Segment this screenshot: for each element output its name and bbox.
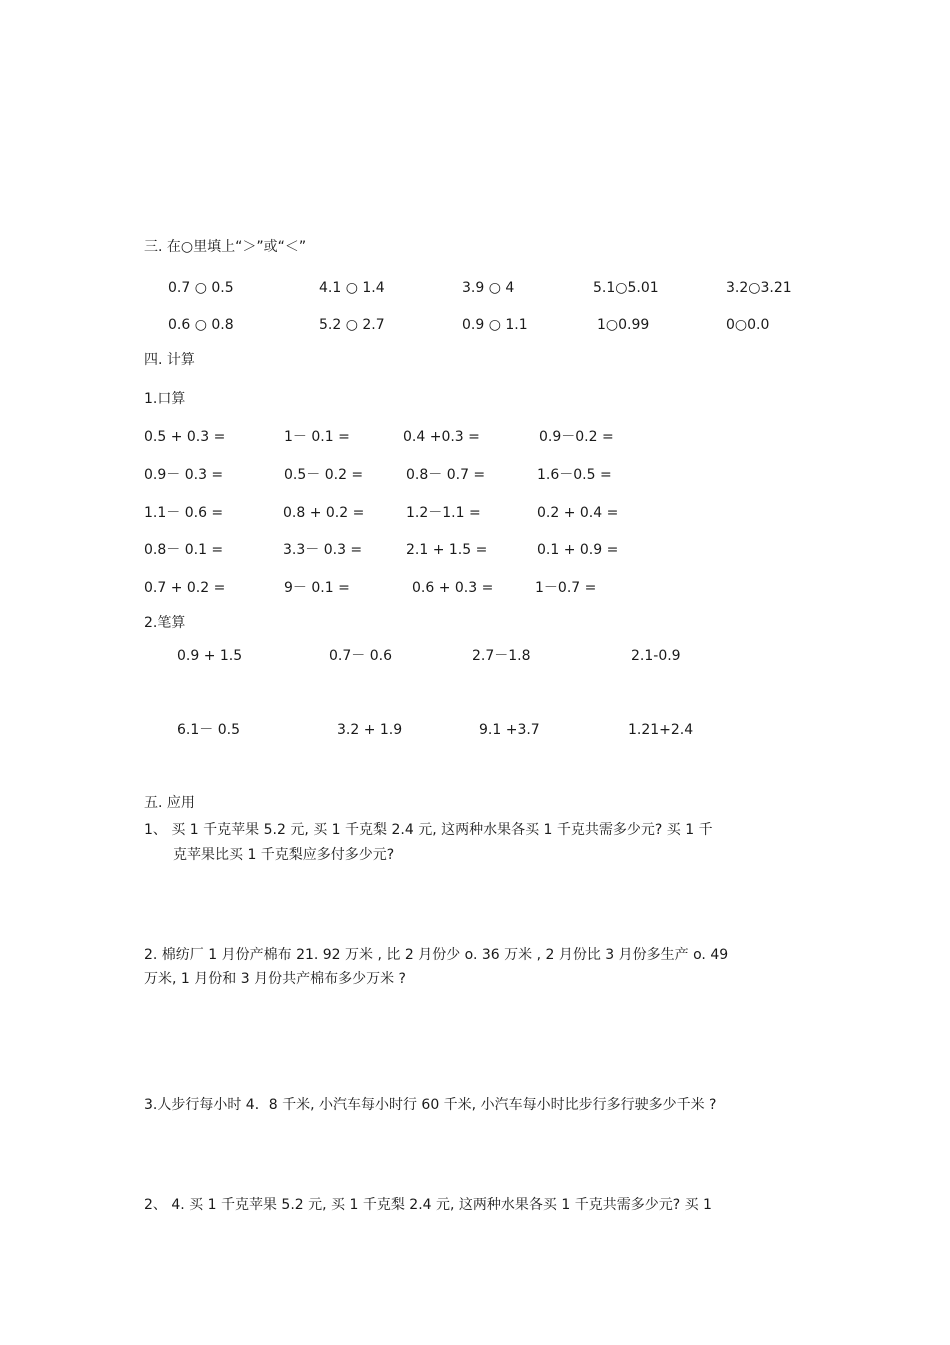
- written-calc-item: 0.7－ 0.6: [329, 648, 392, 664]
- oral-calc-item: 1.1－ 0.6 =: [144, 505, 224, 521]
- compare-item: 3.9 ○ 4: [462, 280, 515, 296]
- compare-item: 4.1 ○ 1.4: [319, 280, 385, 296]
- compare-item: 0○0.0: [726, 317, 770, 333]
- oral-calc-item: 0.6 + 0.3 =: [412, 580, 494, 596]
- compare-item: 3.2○3.21: [726, 280, 792, 296]
- word-problem-line: 1、 买 1 千克苹果 5.2 元, 买 1 千克梨 2.4 元, 这两种水果各买 1 千克共需多少元? 买 1 千: [144, 822, 713, 838]
- oral-calc-item: 1－0.7 =: [535, 580, 597, 596]
- section-5-heading: 五. 应用: [144, 795, 195, 811]
- oral-calc-item: 0.5 + 0.3 =: [144, 429, 226, 445]
- compare-item: 5.1○5.01: [593, 280, 659, 296]
- written-calc-item: 1.21+2.4: [628, 722, 694, 738]
- compare-item: 0.7 ○ 0.5: [168, 280, 234, 296]
- oral-calc-item: 1－ 0.1 =: [284, 429, 350, 445]
- written-calc-item: 0.9 + 1.5: [177, 648, 243, 664]
- oral-calc-item: 1.2－1.1 =: [406, 505, 481, 521]
- written-calc-title: 2.笔算: [144, 615, 186, 631]
- compare-item: 0.6 ○ 0.8: [168, 317, 234, 333]
- compare-item: 5.2 ○ 2.7: [319, 317, 385, 333]
- oral-calc-item: 0.8－ 0.7 =: [406, 467, 486, 483]
- word-problem-line: 2. 棉纺厂 1 月份产棉布 21. 92 万米 , 比 2 月份少 o. 36 万米 , 2 月份比 3 月份多生产 o. 49: [144, 947, 729, 963]
- oral-calc-item: 0.1 + 0.9 =: [537, 542, 619, 558]
- word-problem-line: 克苹果比买 1 千克梨应多付多少元?: [173, 847, 395, 863]
- written-calc-item: 2.1-0.9: [631, 648, 681, 664]
- oral-calc-item: 0.2 + 0.4 =: [537, 505, 619, 521]
- oral-calc-item: 0.9－0.2 =: [539, 429, 614, 445]
- section-4-heading: 四. 计算: [144, 352, 195, 368]
- compare-item: 1○0.99: [597, 317, 650, 333]
- written-calc-item: 6.1－ 0.5: [177, 722, 240, 738]
- oral-calc-item: 3.3－ 0.3 =: [283, 542, 363, 558]
- oral-calc-item: 0.8 + 0.2 =: [283, 505, 365, 521]
- word-problem-line: 3.人步行每小时 4．8 千米, 小汽车每小时行 60 千米, 小汽车每小时比步行多行驶多少千米 ?: [144, 1097, 717, 1113]
- oral-calc-item: 2.1 + 1.5 =: [406, 542, 488, 558]
- oral-calc-item: 0.8－ 0.1 =: [144, 542, 224, 558]
- oral-calc-item: 0.5－ 0.2 =: [284, 467, 364, 483]
- oral-calc-item: 9－ 0.1 =: [284, 580, 350, 596]
- word-problem-line: 2、 4. 买 1 千克苹果 5.2 元, 买 1 千克梨 2.4 元, 这两种水果各买 1 千克共需多少元? 买 1: [144, 1197, 712, 1213]
- written-calc-item: 9.1 +3.7: [479, 722, 540, 738]
- written-calc-item: 3.2 + 1.9: [337, 722, 403, 738]
- compare-item: 0.9 ○ 1.1: [462, 317, 528, 333]
- word-problem-line: 万米, 1 月份和 3 月份共产棉布多少万米 ?: [144, 971, 406, 987]
- oral-calc-item: 1.6－0.5 =: [537, 467, 612, 483]
- section-3-heading: 三. 在○里填上“＞”或“＜”: [144, 239, 307, 255]
- oral-calc-title: 1.口算: [144, 391, 186, 407]
- oral-calc-item: 0.9－ 0.3 =: [144, 467, 224, 483]
- written-calc-item: 2.7－1.8: [472, 648, 531, 664]
- oral-calc-item: 0.7 + 0.2 =: [144, 580, 226, 596]
- oral-calc-item: 0.4 +0.3 =: [403, 429, 480, 445]
